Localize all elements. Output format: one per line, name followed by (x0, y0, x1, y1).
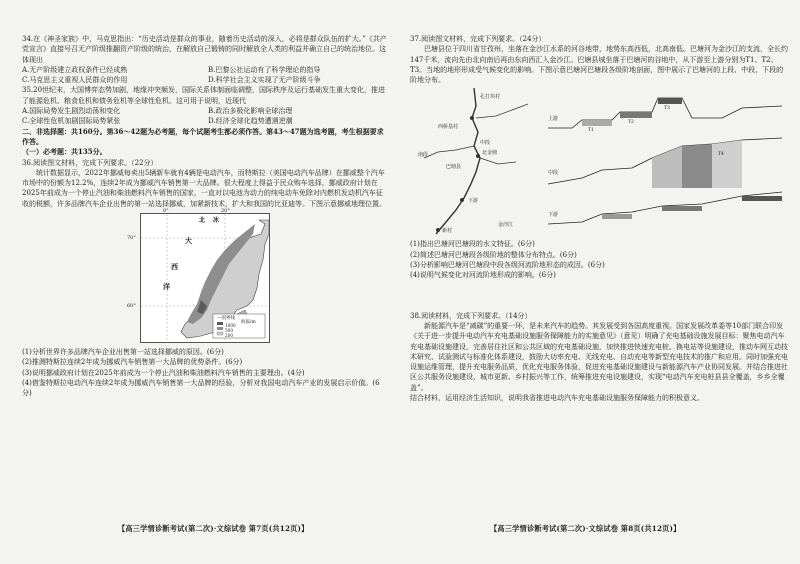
question-36-sub-1: (1)分析世界许多品牌汽车企业出售第一站选择挪威的原因。(6分) (22, 348, 224, 357)
map-label-bing: 冰 (213, 217, 220, 225)
profile-lower (548, 192, 782, 224)
terrace-label-t4: T4 (718, 152, 724, 158)
question-37-sub-2: (2)简述巴塘河巴塘段各级阶地的整体分布特点。(6分) (410, 250, 577, 259)
question-38-material: 新能源汽车是“减碳”的重要一环，是未来汽车的趋势。其发展受到各国高度重视。国家发展改革委等10部门联合印发《关于进一步提升电动汽车充电基础设施服务保障能力的实施意见》（意见）明确了充电基础设施发展目标：聚焦电动汽车充电基础设施建设，完善居住社区和公共区域的充电基础设施，加快推进快速充电桩、换电站等设施建设，推动车网互动技术研究、试验测试与标准化体系建设，鼓励大功率充电、无线充电、自动充电等新型充电技术的推广和应用。同时加强充电设施运维管理，提升充电服务品质，优化充电服务体验，促进充电基础设施建设与新能源汽车产业协同发展。并结合推进社区公共服务设施建设、城市更新、乡村振兴等工作，统筹推进充电设施建设，实现“电动汽车充电桩县县全覆盖，乡乡全覆盖”。 (410, 321, 788, 392)
map-label-xincun: 新村 (442, 228, 453, 235)
question-34-options (22, 65, 388, 86)
page-7-footer: 【高三学情诊断考试(第二次)·文综试卷 第7页(共12页)】 (118, 524, 309, 533)
map-lat-60: 60° (127, 303, 136, 310)
option-c: C.马克思主义重视人民群众的作用 (22, 76, 128, 85)
option-d: D.科学社会主义实现了无产阶级斗争 (208, 76, 321, 85)
batang-river-map (416, 88, 534, 236)
option-c: C.全球性危机加剧国际局势紧张 (22, 117, 121, 126)
page-8 (400, 0, 800, 564)
map-lon-0: 0° (163, 208, 169, 215)
map-label-zhongduan: 中段 (480, 140, 491, 147)
left-column (22, 34, 388, 399)
page-8-footer: 【高三学情诊断考试(第二次)·文综试卷 第8页(共12页)】 (490, 524, 681, 533)
profile-label-upper: 上游 (548, 116, 559, 123)
option-d: D.经济全球化趋势遭遇逆潮 (208, 117, 293, 126)
map-lat-70: 70° (127, 235, 136, 242)
question-38-task: 结合材料，运用经济生活知识，说明我省推进电动汽车充电基础设施服务保障能力的积极意义。 (410, 394, 704, 403)
norway-location-map (127, 208, 270, 343)
map-label-beijintang: 北金塘 (482, 150, 498, 157)
section-2-subheading: （一）必考题：共135分。 (22, 147, 107, 157)
map-label-jinshajiang: 金沙江 (498, 222, 514, 229)
map-label-kongda: 孔打块村 (480, 94, 501, 101)
map-lon-20: 20° (221, 208, 230, 215)
terrace-label-t2: T2 (628, 120, 634, 126)
question-37-sub-3: (3)分析影响巴塘河巴塘段中段各级河流阶地形态的成因。(6分) (410, 261, 605, 270)
terrace-profiles (542, 88, 792, 236)
terrace-label-t3: T3 (664, 106, 670, 112)
question-34 (22, 34, 388, 85)
option-a: A.无产阶级建立政权条件已经成熟 (22, 65, 128, 74)
map-legend-elevation: 海拔/m (241, 320, 256, 326)
question-38-heading: 38.阅读材料，完成下列要求。（14分） (410, 311, 532, 320)
question-35 (22, 85, 388, 126)
profile-label-middle: 中段 (548, 170, 559, 177)
map-label-xiayou: 下游 (468, 198, 479, 205)
map-label-nanduan: 南段 (418, 152, 429, 159)
question-37-sub-4: (4)说明气候变化对河流阶地形成的影响。(6分) (410, 271, 556, 280)
question-37-material: 巴塘县位于四川省甘孜州，坐落在金沙江水系的河谷地带，地势东高西低，北高南低。巴塘河为金沙江的支流，全长约147千米，流向先由北向南后再由东向西汇入金沙江。巴塘县城坐落于巴塘河的谷地中，从下游至上游分别为T1、T2、T3。当地的地形形成受气候变化的影响。下图示意巴塘河巴塘段各级阶地剖面，图中展示了巴塘河的上段、中段、下段的阶地分布。 (410, 45, 788, 85)
map-label-bei: 北 (199, 217, 206, 225)
map-legend-border: ---国界线 (217, 316, 236, 322)
map-label-batang: 巴塘县 (446, 164, 462, 171)
question-37-heading: 37.阅读图文材料，完成下列要求。（24分） (410, 35, 546, 43)
option-b: B.政治多极化影响全球治理 (208, 107, 293, 116)
question-35-stem: 35.20世纪末，大国博弈态势加剧，地缘冲突频发，国际关系体制面临调整，国际秩序及运行基础发生重大变化，推进了能源危机、粮食危机和债务危机等全球性危机。这可用于说明，近现代 (22, 86, 386, 105)
option-a: A.国际局势发生剧烈动荡和变化 (22, 107, 121, 116)
question-36-material: 统计数据显示，2022年挪威每卖出5辆新车就有4辆是电动汽车，而特斯拉（美国电动汽车品牌）在挪威整个汽车市场中的份额为12.2%，连续2年成为挪威汽车销售第一大品牌。很大程度上得益于民众购车选择，挪威政府计划在2025年前成为一个停止汽油和柴油燃料汽车销售的国家，一直对以电池为动力的纯电动车免除对内燃机发动机汽车征收的税额，许多品牌汽车企业出售的第一站选择挪威，加紧新技术，扩大和我国的比亚迪等。下图示意挪威地理位置。 (22, 168, 386, 208)
map-label-xi: 西 (171, 262, 178, 272)
question-37-figures (416, 88, 790, 236)
question-37-sub-1: (1)指出巴塘河巴塘段的水文特征。(6分) (410, 240, 535, 249)
river-map-graphic (416, 88, 534, 236)
map-label-da: 大 (185, 236, 192, 246)
section-2-heading: 二、非选择题：共160分。第36～42题为必考题，每个试题考生都必须作答。第43～47题为选考题，考生根据要求作答。 (22, 126, 384, 146)
profile-label-lower: 下游 (548, 212, 559, 219)
right-column (410, 34, 790, 403)
profile-middle (548, 138, 782, 188)
question-35-options (22, 106, 388, 127)
spacer (410, 281, 790, 311)
question-36-heading: 36.阅读图文材料，完成下列要求。（22分） (22, 158, 158, 167)
question-36-sub-2: (2)推测特斯拉连续2年成为挪威汽车销售第一大品牌的优势条件。(6分) (22, 358, 243, 367)
option-b: B.巴黎公社运动有了科学理论的指导 (208, 65, 321, 74)
map-legend-1000: 1000 (225, 322, 236, 328)
map-legend-500: 500 (225, 327, 233, 333)
question-36-sub-3: (3)说明挪威政府计划在2025年前成为一个停止汽油和柴油燃料汽车销售的主要理由。(4分) (22, 368, 305, 377)
terrace-label-t1: T1 (588, 128, 594, 134)
map-label-yang: 洋 (163, 282, 170, 292)
question-36-sub-4: (4)借鉴特斯拉电动汽车连续2年成为挪威汽车销售第一大品牌的经验，分析对我国电动汽车产业的发展启示价值。(6分) (22, 378, 380, 398)
question-34-stem: 34.在《神圣家族》中，马克思指出：“历史活动是群众的事业，随着历史活动的深入，必将是群众队伍的扩大。”《共产党宣言》直接号召无产阶级推翻资产阶级的统治，在解放自己锻铸的同时解放全人类的利益并确立自己的统治地位。这体现出 (22, 35, 387, 64)
map-legend-200: 200 (225, 332, 233, 338)
map-label-xiqiao: 西桥基村 (438, 124, 459, 131)
